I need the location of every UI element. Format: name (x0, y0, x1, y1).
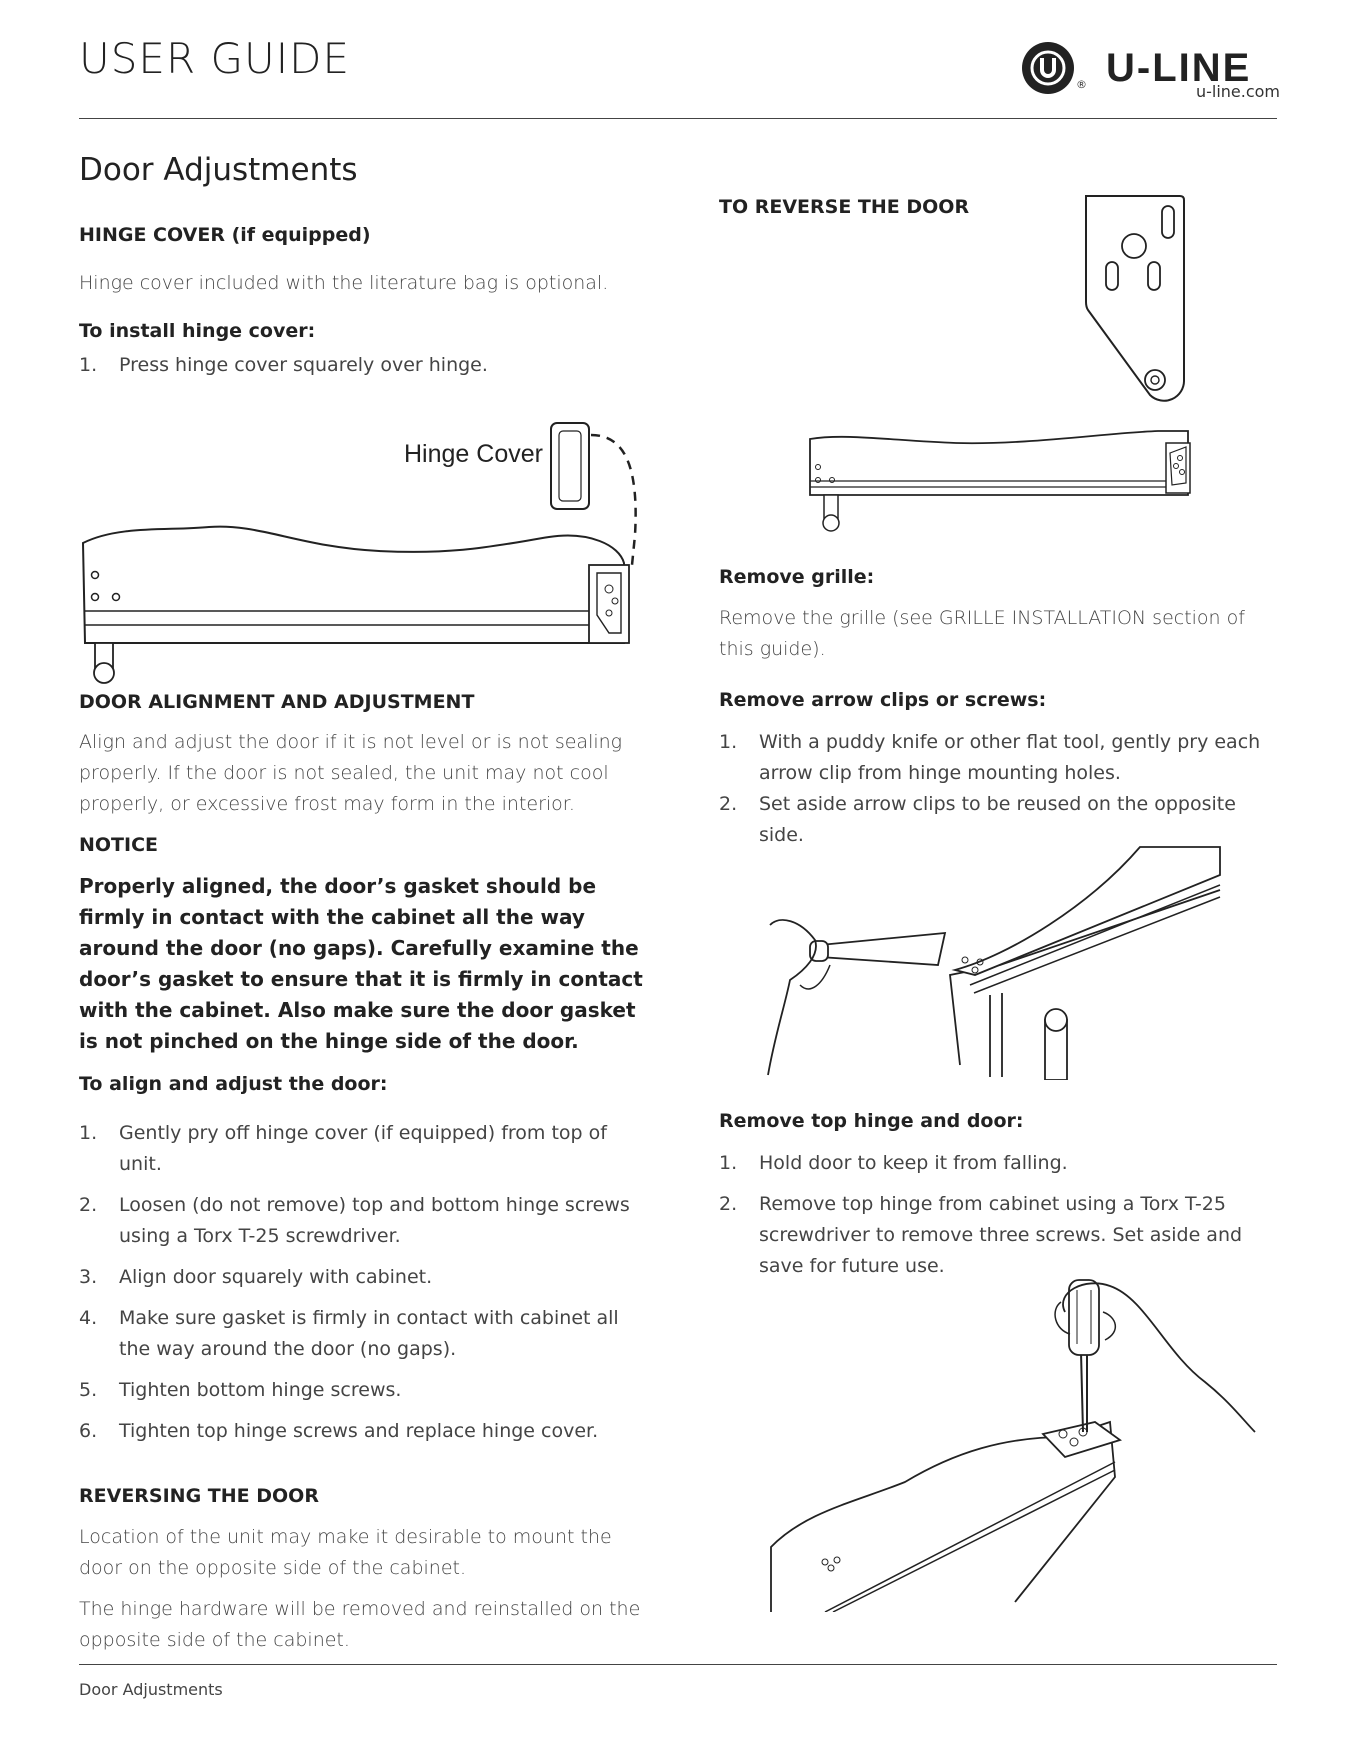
footer-rule (79, 1664, 1277, 1665)
hinge-cover-heading: HINGE COVER (if equipped) (79, 224, 371, 246)
footer-text: Door Adjustments (79, 1680, 223, 1699)
door-alignment-text: Align and adjust the door if it is not level or is not sealing properly. If the door is not sealed, the unit may not cool properly, or excessive frost may form in the interior. (79, 731, 623, 815)
list-item: 5. Tighten bottom hinge screws. (79, 1379, 402, 1401)
brand-wordmark: U-LINE (1106, 46, 1252, 90)
install-hinge-cover-heading: To install hinge cover: (79, 320, 316, 342)
reversing-text-2: The hinge hardware will be removed and reinstalled on the opposite side of the cabinet. (79, 1598, 641, 1651)
list-item: 1. Gently pry off hinge cover (if equipped) from top of unit. (79, 1122, 607, 1175)
remove-grille-heading: Remove grille: (719, 566, 875, 588)
guide-title: USER GUIDE (79, 34, 351, 83)
registered-mark: ® (1076, 78, 1087, 91)
reversing-heading: REVERSING THE DOOR (79, 1485, 319, 1507)
notice-heading: NOTICE (79, 834, 159, 856)
putty-knife-illustration (760, 845, 1230, 1080)
brand-logo (1020, 38, 1280, 108)
remove-clips-list (719, 727, 1264, 851)
hinge-cover-illustration (79, 415, 649, 685)
notice-text: Properly aligned, the door’s gasket should be firmly in contact with the cabinet all the way around the door (no gaps). Carefully examine the door’s gasket to ensure that it is firmly in contact with the cabinet. Also make sure the door gasket is not pinched on the hinge side of the door. (79, 874, 643, 1053)
install-steps-list (79, 350, 639, 381)
list-item: 3. Align door squarely with cabinet. (79, 1266, 433, 1288)
list-item: 6. Tighten top hinge screws and replace hinge cover. (79, 1420, 599, 1442)
hinge-plate-illustration (1080, 190, 1190, 410)
section-title: Door Adjustments (79, 152, 358, 188)
door-alignment-heading: DOOR ALIGNMENT AND ADJUSTMENT (79, 691, 475, 713)
list-item: 2. Loosen (do not remove) top and bottom hinge screws using a Torx T-25 screwdriver. (79, 1194, 630, 1247)
screwdriver-illustration (765, 1272, 1265, 1612)
brand-url: u-line.com (1195, 82, 1280, 101)
list-item: 2. Set aside arrow clips to be reused on the opposite side. (719, 793, 1236, 846)
hinge-cover-text: Hinge cover included with the literature bag is optional. (79, 272, 609, 294)
u-line-circle-logo-icon (1020, 38, 1080, 98)
align-steps-heading: To align and adjust the door: (79, 1073, 388, 1095)
remove-hinge-list (719, 1148, 1264, 1282)
header-rule (79, 118, 1277, 119)
hinge-cover-label: Hinge Cover (404, 440, 543, 468)
align-steps-list (79, 1118, 639, 1447)
door-top-illustration (806, 425, 1196, 545)
remove-grille-text: Remove the grille (see GRILLE INSTALLATION section of this guide). (719, 607, 1245, 660)
remove-clips-heading: Remove arrow clips or screws: (719, 689, 1047, 711)
list-item: 1. Hold door to keep it from falling. (719, 1152, 1068, 1174)
list-item: 1. With a puddy knife or other flat tool, gently pry each arrow clip from hinge mounting holes. (719, 731, 1261, 784)
reversing-text-1: Location of the unit may make it desirable to mount the door on the opposite side of the cabinet. (79, 1526, 612, 1579)
reverse-door-heading: TO REVERSE THE DOOR (719, 196, 970, 218)
remove-hinge-heading: Remove top hinge and door: (719, 1110, 1024, 1132)
list-item: 2. Remove top hinge from cabinet using a Torx T-25 screwdriver to remove three screws. Set aside and save for future use. (719, 1193, 1243, 1277)
list-item: 4. Make sure gasket is firmly in contact with cabinet all the way around the door (no gaps). (79, 1307, 619, 1360)
list-item: 1. Press hinge cover squarely over hinge. (79, 354, 488, 376)
